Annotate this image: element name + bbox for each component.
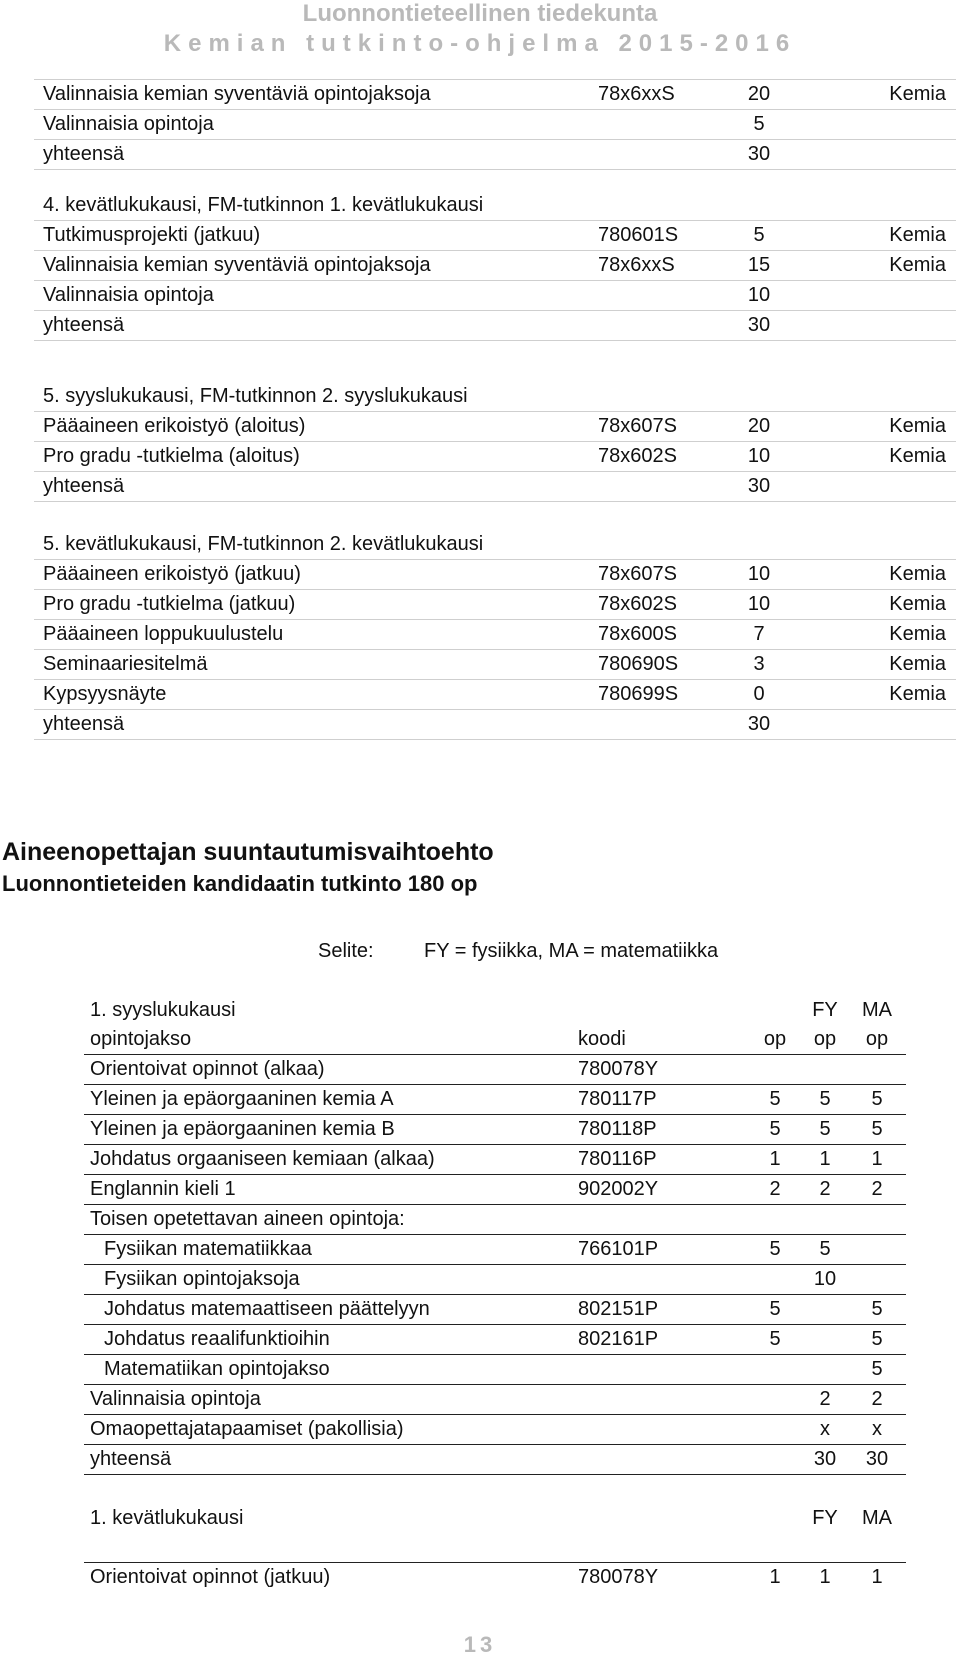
course-code: 780601S — [598, 224, 679, 246]
course-unit: Kemia — [889, 415, 946, 437]
table-row — [34, 620, 956, 650]
course-code: 802151P — [578, 1298, 659, 1320]
course-fy: 2 — [819, 1178, 831, 1200]
programme-header: Kemian tutkinto-ohjelma 2015-2016 — [163, 30, 797, 57]
course-op: 5 — [769, 1118, 781, 1140]
course-code: 766101P — [578, 1238, 659, 1260]
course-ma: x — [872, 1418, 882, 1440]
table-row — [34, 650, 956, 680]
col-fy-op-header: op — [813, 1028, 837, 1050]
table-row — [34, 680, 956, 710]
course-name: Pro gradu -tutkielma (jatkuu) — [43, 593, 296, 615]
course-ma: 5 — [871, 1088, 883, 1110]
course-op: 5 — [769, 1328, 781, 1350]
table-row — [34, 221, 956, 251]
course-unit: Kemia — [889, 254, 946, 276]
course-fy: 5 — [819, 1238, 831, 1260]
block-a-table — [34, 79, 956, 170]
col-ma-header: MA — [862, 999, 892, 1021]
table-row — [34, 110, 956, 140]
course-name: Omaopettajatapaamiset (pakollisia) — [90, 1418, 404, 1440]
course-code: 780118P — [578, 1118, 657, 1140]
block-b-table — [34, 191, 956, 341]
term-title: 4. kevätlukukausi, FM-tutkinnon 1. kevätlukukausi — [43, 194, 484, 216]
course-name: Valinnaisia kemian syventäviä opintojaksoja — [43, 254, 431, 276]
course-code: 780117P — [578, 1088, 657, 1110]
course-code: 780690S — [598, 653, 679, 675]
course-ma: 5 — [871, 1358, 883, 1380]
course-unit: Kemia — [889, 563, 946, 585]
course-name: Englannin kieli 1 — [90, 1178, 236, 1200]
page-number: 13 — [463, 1632, 497, 1657]
table-row — [34, 311, 956, 341]
term-title: 5. syyslukukausi, FM-tutkinnon 2. syyslukukausi — [43, 385, 468, 407]
term-heading — [84, 1504, 906, 1533]
table-row — [34, 140, 956, 170]
course-code: 78x6xxS — [598, 254, 675, 276]
course-fy: 30 — [813, 1448, 837, 1470]
course-name: Orientoivat opinnot (alkaa) — [90, 1058, 325, 1080]
course-op: 20 — [747, 415, 771, 437]
course-ma: 5 — [871, 1118, 883, 1140]
table-row — [34, 251, 956, 281]
course-name: yhteensä — [43, 475, 125, 497]
course-name: yhteensä — [43, 143, 125, 165]
table-row — [34, 710, 956, 740]
course-code: 78x602S — [598, 593, 677, 615]
table-row — [84, 1205, 906, 1235]
course-name: Toisen opetettavan aineen opintoja: — [90, 1208, 405, 1230]
course-name: yhteensä — [43, 713, 125, 735]
table-row — [84, 1445, 906, 1475]
course-ma: 5 — [871, 1298, 883, 1320]
course-op: 10 — [747, 563, 771, 585]
table-row — [34, 442, 956, 472]
course-name: Pääaineen erikoistyö (jatkuu) — [43, 563, 301, 585]
course-op: 30 — [747, 713, 771, 735]
course-name: Valinnaisia opintoja — [43, 113, 214, 135]
course-name: Matematiikan opintojakso — [104, 1358, 330, 1380]
course-ma: 1 — [871, 1148, 883, 1170]
course-name: Orientoivat opinnot (jatkuu) — [90, 1566, 331, 1588]
course-name: Kypsyysnäyte — [43, 683, 167, 705]
course-op: 30 — [747, 143, 771, 165]
col-op-header: op — [763, 1028, 787, 1050]
course-op: 5 — [753, 113, 765, 135]
col-fy-header: FY — [812, 999, 838, 1021]
col-ma-op-header: op — [865, 1028, 889, 1050]
course-unit: Kemia — [889, 653, 946, 675]
col-name-header: opintojakso — [90, 1028, 192, 1050]
term-heading — [34, 382, 956, 412]
course-code: 780078Y — [578, 1566, 659, 1588]
course-op: 10 — [747, 445, 771, 467]
course-code: 780078Y — [578, 1058, 659, 1080]
course-name: Valinnaisia opintoja — [43, 284, 214, 306]
course-code: 902002Y — [578, 1178, 659, 1200]
term-title: 5. kevätlukukausi, FM-tutkinnon 2. kevätlukukausi — [43, 533, 484, 555]
term-heading — [34, 530, 956, 560]
table-row — [84, 1235, 906, 1265]
course-unit: Kemia — [889, 623, 946, 645]
course-code: 78x607S — [598, 415, 677, 437]
study-plan-table — [84, 996, 906, 1592]
legend-value: FY = fysiikka, MA = matematiikka — [424, 940, 719, 962]
course-fy: 1 — [819, 1148, 831, 1170]
course-op: 1 — [769, 1148, 781, 1170]
course-unit: Kemia — [889, 593, 946, 615]
course-code: 780116P — [578, 1148, 657, 1170]
course-code: 780699S — [598, 683, 679, 705]
course-name: Pääaineen erikoistyö (aloitus) — [43, 415, 306, 437]
course-code: 78x602S — [598, 445, 677, 467]
table-row — [84, 1295, 906, 1325]
table-row — [84, 1145, 906, 1175]
faculty-header: Luonnontieteellinen tiedekunta — [302, 0, 658, 27]
course-name: yhteensä — [90, 1448, 172, 1470]
course-op: 30 — [747, 314, 771, 336]
term-heading — [34, 191, 956, 221]
legend-label: Selite: — [318, 940, 374, 962]
course-op: 3 — [753, 653, 765, 675]
course-name: Seminaariesitelmä — [43, 653, 208, 675]
table-row — [84, 1115, 906, 1145]
spacer-row — [84, 1475, 906, 1504]
course-ma: 5 — [871, 1328, 883, 1350]
course-name: Yleinen ja epäorgaaninen kemia B — [90, 1118, 395, 1140]
block-c-table — [34, 382, 956, 502]
course-name: Valinnaisia opintoja — [90, 1388, 261, 1410]
section-title: Aineenopettajan suuntautumisvaihtoehto — [2, 838, 494, 866]
table-row — [84, 1085, 906, 1115]
col-fy-header: FY — [812, 1507, 838, 1529]
table-row — [84, 1265, 906, 1295]
section-subtitle: Luonnontieteiden kandidaatin tutkinto 180 op — [2, 871, 478, 896]
course-op: 10 — [747, 593, 771, 615]
course-name: Fysiikan matematiikkaa — [104, 1238, 312, 1260]
course-name: Yleinen ja epäorgaaninen kemia A — [90, 1088, 394, 1110]
course-op: 1 — [769, 1566, 781, 1588]
table-row — [84, 1385, 906, 1415]
term-title: 1. syyslukukausi — [90, 999, 236, 1021]
course-op: 5 — [769, 1238, 781, 1260]
course-unit: Kemia — [889, 83, 946, 105]
course-unit: Kemia — [889, 445, 946, 467]
block-d-table — [34, 530, 956, 740]
course-code: 78x607S — [598, 563, 677, 585]
course-unit: Kemia — [889, 224, 946, 246]
table-row — [84, 1563, 906, 1592]
course-name: Pääaineen loppukuulustelu — [43, 623, 284, 645]
course-code: 78x600S — [598, 623, 677, 645]
course-name: yhteensä — [43, 314, 125, 336]
course-fy: 10 — [813, 1268, 837, 1290]
course-fy: 5 — [819, 1088, 831, 1110]
course-name: Valinnaisia kemian syventäviä opintojaksoja — [43, 83, 431, 105]
course-ma: 30 — [865, 1448, 889, 1470]
course-op: 10 — [747, 284, 771, 306]
course-name: Johdatus reaalifunktioihin — [104, 1328, 330, 1350]
course-name: Tutkimusprojekti (jatkuu) — [43, 224, 261, 246]
course-op: 7 — [753, 623, 765, 645]
course-ma: 1 — [871, 1566, 883, 1588]
course-ma: 2 — [871, 1178, 883, 1200]
course-fy: 2 — [819, 1388, 831, 1410]
course-fy: x — [820, 1418, 830, 1440]
table-row — [84, 1415, 906, 1445]
table-row — [34, 590, 956, 620]
table-row — [84, 1175, 906, 1205]
column-header-row — [84, 1025, 906, 1055]
table-row — [84, 1325, 906, 1355]
course-op: 2 — [769, 1178, 781, 1200]
course-name: Johdatus orgaaniseen kemiaan (alkaa) — [90, 1148, 435, 1170]
course-op: 5 — [753, 224, 765, 246]
col-ma-header: MA — [862, 1507, 892, 1529]
table-row — [34, 79, 956, 110]
course-name: Fysiikan opintojaksoja — [104, 1268, 300, 1290]
course-name: Johdatus matemaattiseen päättelyyn — [104, 1298, 430, 1320]
table-row — [34, 472, 956, 502]
course-op: 5 — [769, 1298, 781, 1320]
table-row — [34, 281, 956, 311]
course-unit: Kemia — [889, 683, 946, 705]
course-op: 20 — [747, 83, 771, 105]
course-code: 78x6xxS — [598, 83, 675, 105]
table-row — [84, 1355, 906, 1385]
course-op: 30 — [747, 475, 771, 497]
term-title: 1. kevätlukukausi — [90, 1507, 244, 1529]
table-row — [34, 412, 956, 442]
course-ma: 2 — [871, 1388, 883, 1410]
term-heading — [84, 996, 906, 1025]
table-row — [34, 560, 956, 590]
course-op: 5 — [769, 1088, 781, 1110]
col-code-header: koodi — [578, 1028, 626, 1050]
course-fy: 5 — [819, 1118, 831, 1140]
spacer-row — [84, 1533, 906, 1563]
table-row — [84, 1055, 906, 1085]
course-code: 802161P — [578, 1328, 659, 1350]
course-op: 15 — [747, 254, 771, 276]
course-fy: 1 — [819, 1566, 831, 1588]
course-name: Pro gradu -tutkielma (aloitus) — [43, 445, 300, 467]
course-op: 0 — [753, 683, 765, 705]
